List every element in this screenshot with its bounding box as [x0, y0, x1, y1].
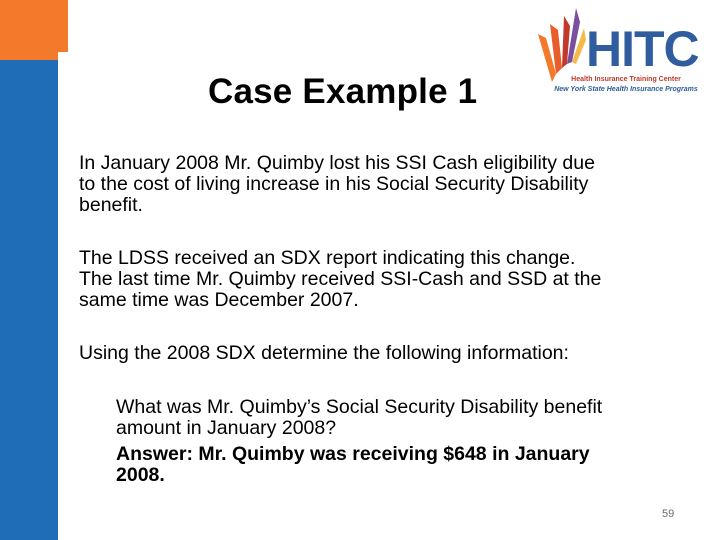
- body-paragraph: The LDSS received an SDX report indicating this change. The last time Mr. Quimby received SSI-Cash and SSD at the same time was December 2007.: [79, 247, 602, 311]
- left-accent-band-orange: [0, 0, 68, 60]
- answer-text: Answer: Mr. Quimby was receiving $648 in January 2008.: [116, 443, 590, 486]
- logo-wordmark: HITC: [586, 21, 699, 77]
- question-text: What was Mr. Quimby’s Social Security Disability benefit amount in January 2008?: [116, 396, 603, 439]
- logo-subtagline: New York State Health Insurance Programs: [554, 86, 698, 93]
- page-number: 59: [662, 508, 675, 520]
- hitc-logo: [532, 4, 700, 98]
- logo-flame-icon: [532, 4, 592, 84]
- left-accent-divider: [58, 52, 72, 540]
- body-paragraph: In January 2008 Mr. Quimby lost his SSI Cash eligibility due to the cost of living increase in his Social Security Disability benefit.: [79, 152, 595, 216]
- slide-title: Case Example 1: [208, 72, 478, 111]
- body-paragraph: Using the 2008 SDX determine the following information:: [79, 342, 569, 364]
- logo-tagline: Health Insurance Training Center: [571, 76, 681, 83]
